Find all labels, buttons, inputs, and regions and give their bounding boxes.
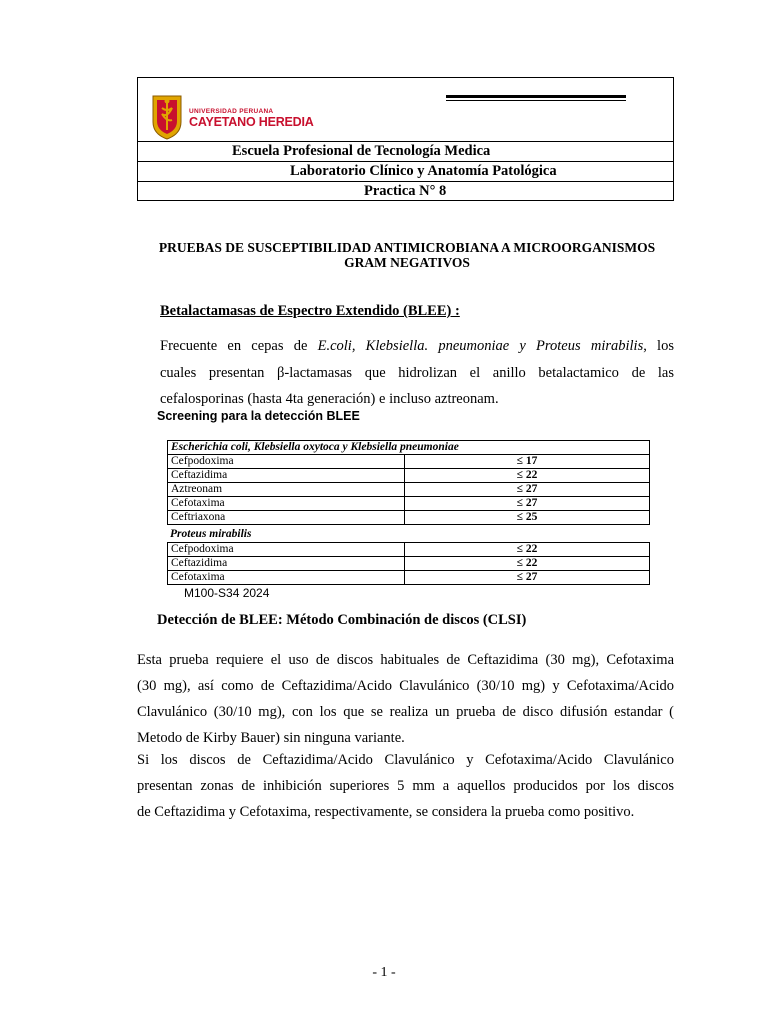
table-row <box>168 511 650 525</box>
screening-label: Screening para la detección BLEE <box>157 409 360 423</box>
page-number: - 1 - <box>372 965 396 980</box>
document-title <box>140 240 674 270</box>
detection-p2-line: presentan zonas de inhibición superiores 5 mm a aquellos producidos por los discos <box>137 778 674 794</box>
detection-p1-line: Clavulánico (30/10 mg), con los que se realiza un prueba de disco difusión estandar ( <box>137 704 674 720</box>
table-row <box>168 483 650 497</box>
school-name: Escuela Profesional de Tecnología Medica <box>232 143 491 159</box>
breakpoint-value: ≤ 22 <box>405 557 650 571</box>
detection-p2-line: Si los discos de Ceftazidima/Acido Clavulánico y Cefotaxima/Acido Clavulánico <box>137 752 674 768</box>
detection-p1-line: Esta prueba requiere el uso de discos habituales de Ceftazidima (30 mg), Cefotaxima <box>137 652 674 668</box>
drug-name: Ceftazidima <box>168 469 405 483</box>
table-row <box>168 557 650 571</box>
breakpoint-value: ≤ 25 <box>405 511 650 525</box>
drug-name: Ceftazidima <box>168 557 405 571</box>
table-row <box>168 469 650 483</box>
blee-heading: Betalactamasas de Espectro Extendido (BLEE) : <box>160 303 460 319</box>
drug-name: Ceftriaxona <box>168 511 405 525</box>
breakpoint-value: ≤ 17 <box>405 455 650 469</box>
university-subtitle: UNIVERSIDAD PERUANA <box>189 108 274 115</box>
header-rule <box>446 95 626 102</box>
reference-label: M100-S34 2024 <box>184 586 270 600</box>
table-row <box>168 497 650 511</box>
breakpoint-value: ≤ 27 <box>405 571 650 585</box>
detection-p1-line: Metodo de Kirby Bauer) sin ninguna variante. <box>137 730 405 746</box>
practice-row <box>138 182 673 202</box>
university-shield-icon <box>151 92 183 140</box>
group-2-title: Proteus mirabilis <box>170 528 252 540</box>
title-line-2: GRAM NEGATIVOS <box>344 255 470 270</box>
intro-text-a: Frecuente en cepas de <box>160 338 318 354</box>
breakpoint-value: ≤ 27 <box>405 497 650 511</box>
table-group-header <box>168 441 650 455</box>
group-1-title: Escherichia coli, Klebsiella oxytoca y Klebsiella pneumoniae <box>168 441 650 455</box>
document-header <box>137 77 674 201</box>
detection-heading: Detección de BLEE: Método Combinación de discos (CLSI) <box>157 612 527 628</box>
blee-intro-line-2: cuales presentan β-lactamasas que hidrolizan el anillo betalactamico de las <box>160 364 674 381</box>
practice-number: Practica N° 8 <box>364 183 447 199</box>
intro-text-b: , los <box>643 338 674 354</box>
breakpoint-value: ≤ 22 <box>405 469 650 483</box>
detection-paragraph-1 <box>137 647 674 751</box>
screening-table-group-2 <box>167 542 650 585</box>
detection-p2-line: de Ceftazidima y Cefotaxima, respectivamente, se considera la prueba como positivo. <box>137 804 635 820</box>
drug-name: Aztreonam <box>168 483 405 497</box>
drug-name: Cefpodoxima <box>168 455 405 469</box>
university-name: CAYETANO HEREDIA <box>189 115 314 129</box>
drug-name: Cefpodoxima <box>168 543 405 557</box>
intro-species: E.coli, Klebsiella. pneumoniae y Proteus mirabilis <box>317 338 644 354</box>
breakpoint-value: ≤ 27 <box>405 483 650 497</box>
screening-table-group-1 <box>167 440 650 525</box>
table-row <box>168 455 650 469</box>
blee-intro-paragraph <box>160 333 674 413</box>
school-row <box>138 142 673 162</box>
detection-paragraph-2 <box>137 747 674 825</box>
logo-row <box>138 78 673 142</box>
blee-intro-line-1 <box>160 333 674 360</box>
drug-name: Cefotaxima <box>168 571 405 585</box>
title-line-1: PRUEBAS DE SUSCEPTIBILIDAD ANTIMICROBIANA A MICROORGANISMOS <box>158 240 656 255</box>
drug-name: Cefotaxima <box>168 497 405 511</box>
table-row <box>168 571 650 585</box>
lab-name: Laboratorio Clínico y Anatomía Patológica <box>290 163 557 179</box>
lab-row <box>138 162 673 182</box>
breakpoint-value: ≤ 22 <box>405 543 650 557</box>
blee-intro-line-3: cefalosporinas (hasta 4ta generación) e incluso aztreonam. <box>160 391 499 407</box>
detection-p1-line: (30 mg), así como de Ceftazidima/Acido Clavulánico (30/10 mg) y Cefotaxima/Acido <box>137 678 674 694</box>
table-row <box>168 543 650 557</box>
